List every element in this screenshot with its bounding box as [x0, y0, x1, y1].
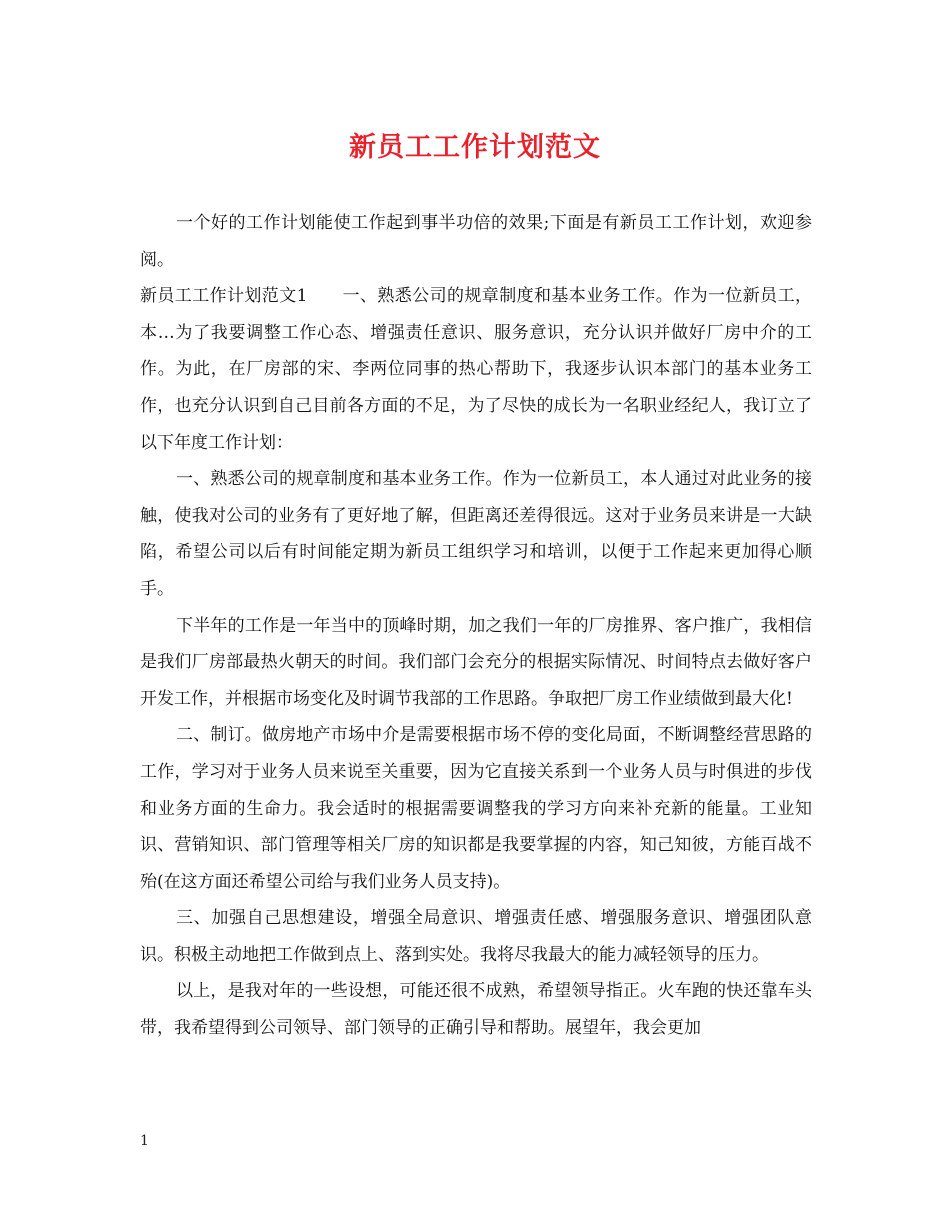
paragraph: 一个好的工作计划能使工作起到事半功倍的效果;下面是有新员工工作计划，欢迎参阅。 [140, 213, 812, 270]
paragraph: 以上，是我对年的一些设想，可能还很不成熟，希望领导指正。火车跑的快还靠车头带，我希望得到公司领导、部门领导的正确引导和帮助。展望年，我会更加 [140, 981, 812, 1039]
paragraph: 二、制订。做房地产市场中介是需要根据市场不停的变化局面，不断调整经营思路的工作，学习对于业务人员来说至关重要，因为它直接关系到一个业务人员与时俱进的步伐和业务方面的生命力。我会适时的根据需要调整我的学习方向来补充新的能量。工业知识、营销知识、部门管理等相关厂房的知识都是我要掌握的内容，知己知彼，方能百战不殆(在这方面还希望公司给与我们业务人员支持)。 [140, 725, 812, 892]
paragraph: 新员工工作计划范文1 一、熟悉公司的规章制度和基本业务工作。作为一位新员工，本…为了我要调整工作心态、增强责任意识、服务意识，充分认识并做好厂房中介的工作。为此，在厂房部的宋、李两位同事的热心帮助下，我逐步认识本部门的基本业务工作，也充分认识到自己目前各方面的不足，为了尽快的成长为一名职业经纪人，我订立了以下年度工作计划： [140, 286, 812, 453]
paragraph: 三、加强自己思想建设，增强全局意识、增强责任感、增强服务意识、增强团队意识。积极主动地把工作做到点上、落到实处。我将尽我最大的能力减轻领导的压力。 [140, 908, 812, 965]
paragraph: 下半年的工作是一年当中的顶峰时期，加之我们一年的厂房推界、客户推广，我相信是我们厂房部最热火朝天的时间。我们部门会充分的根据实际情况、时间特点去做好客户开发工作，并根据市场变化及时调节我部的工作思路。争取把厂房工作业绩做到最大化! [140, 615, 812, 709]
page-number: 1 [140, 1133, 149, 1149]
document-title: 新员工工作计划范文 [349, 132, 601, 163]
paragraph: 一、熟悉公司的规章制度和基本业务工作。作为一位新员工，本人通过对此业务的接触，使我对公司的业务有了更好地了解，但距离还差得很远。这对于业务员来讲是一大缺陷，希望公司以后有时间能定期为新员工组织学习和培训，以便于工作起来更加得心顺手。 [140, 469, 812, 599]
document-body [140, 205, 812, 1047]
